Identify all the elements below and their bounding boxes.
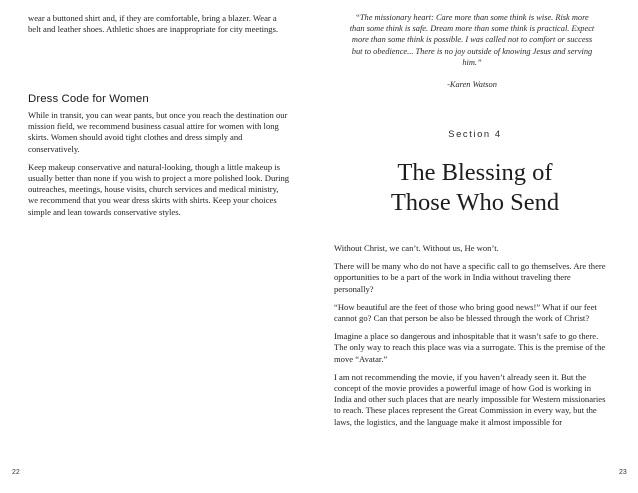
- body-paragraph: Imagine a place so dangerous and inhospitable that it wasn’t safe to go there. The only way to reach this place was via a surrogate. This is the premise of the move “Avatar.”: [334, 331, 606, 364]
- epigraph-quote: “The missionary heart: Care more than some think is wise. Risk more than some think is safe. Dream more than some think is practical. Expect more than some think is possible. I was called not to comfort or success but to obedience... There is no joy outside of knowing Jesus and serving him.”: [349, 13, 595, 67]
- chapter-title-line-1: The Blessing of: [397, 159, 553, 186]
- body-paragraph: I am not recommending the movie, if you haven’t already seen it. But the concept of the movie provides a powerful image of how God is working in India and other such places that are nearly impossible for Western missionaries to reach. These places represent the Great Commission in every way, but the laws, the logistics, and the language make it almost impossible for: [334, 371, 606, 427]
- section-subheading: Dress Code for Women: [28, 93, 149, 105]
- women-dress-code-section: [28, 93, 290, 225]
- section-label: Section 4: [448, 128, 502, 139]
- body-paragraph: Without Christ, we can’t. Without us, He won’t.: [334, 243, 499, 253]
- left-intro-block: [28, 13, 290, 42]
- body-paragraph: While in transit, you can wear pants, but once you reach the destination our mission field, we recommend business casual attire for women with long skirts. Women should avoid tight clothes and dress simply and conservatively.: [28, 110, 288, 154]
- epigraph-author: -Karen Watson: [447, 80, 497, 89]
- body-paragraph: “How beautiful are the feet of those who bring good news!” What if our feet cannot go? Can that person be also be blessed through the work of Christ?: [334, 301, 597, 324]
- page-number-right: 23: [619, 469, 627, 476]
- body-paragraph: Keep makeup conservative and natural-looking, though a little makeup is usually better than none if you wish to project a more polished look. During outreaches, meetings, house visits, church services and medical ministry, we recommend that you wear dress skirts with shirts. Keep your choices simple and lean towards conservative styles.: [28, 161, 290, 217]
- chapter-title-line-2: Those Who Send: [390, 189, 560, 216]
- page-number-left: 22: [12, 469, 20, 476]
- chapter-title: [350, 158, 600, 218]
- right-body-text: [334, 243, 610, 435]
- intro-paragraph: wear a buttoned shirt and, if they are comfortable, bring a blazer. Wear a belt and leather shoes. Athletic shoes are inappropriate for city meetings.: [28, 13, 279, 35]
- body-paragraph: There will be many who do not have a specific call to go themselves. Are there opportunities to be a part of the work in India without traveling there personally?: [334, 261, 606, 294]
